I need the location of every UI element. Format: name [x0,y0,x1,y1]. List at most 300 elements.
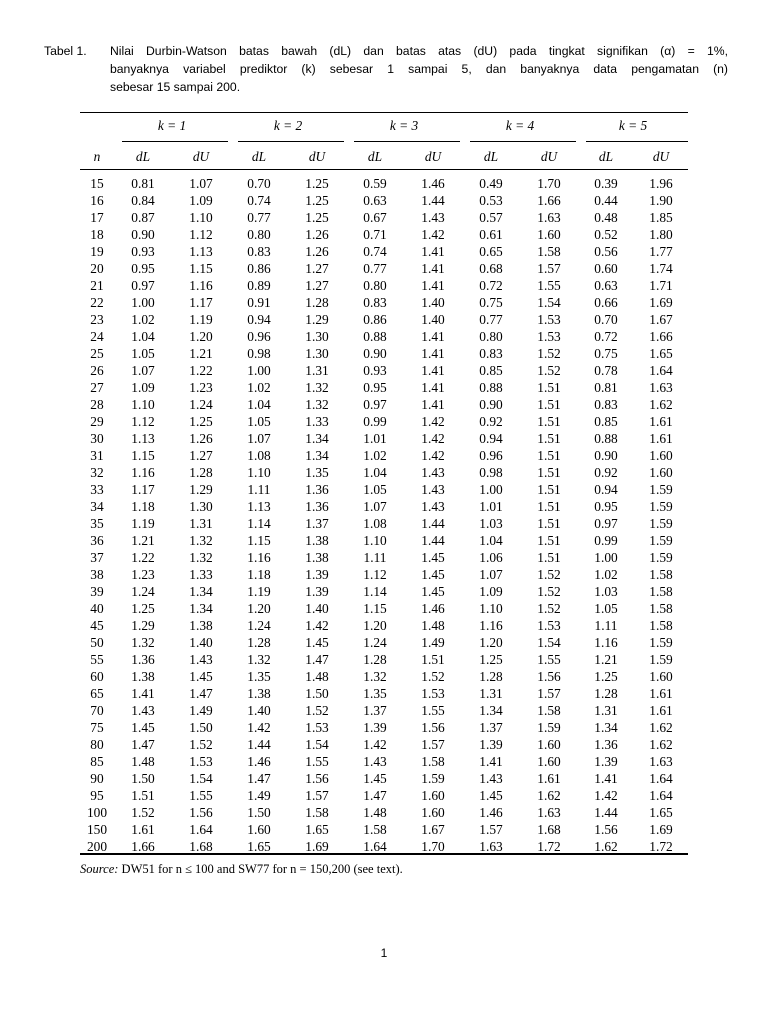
value-cell: 1.44 [421,192,445,208]
value-cell: 1.14 [363,583,387,599]
value-cell: 1.62 [649,719,673,735]
value-cell: 1.34 [305,430,329,446]
value-cell: 1.58 [537,243,561,259]
value-cell: 1.14 [247,515,271,531]
value-cell: 1.51 [537,498,561,514]
value-cell: 1.36 [305,498,329,514]
value-cell: 1.65 [305,821,329,837]
value-cell: 1.72 [537,838,561,854]
value-cell: 1.56 [189,804,213,820]
value-cell: 1.31 [594,702,618,718]
value-cell: 1.34 [594,719,618,735]
table-row [80,413,688,430]
value-cell: 1.15 [131,447,155,463]
du-header: dU [652,149,670,164]
k-header: k = 4 [505,118,535,133]
table-row [80,209,688,226]
value-cell: 0.94 [247,311,271,327]
value-cell: 0.93 [363,362,387,378]
table-row [80,294,688,311]
value-cell: 1.61 [649,685,673,701]
value-cell: 1.61 [649,702,673,718]
value-cell: 1.28 [189,464,213,480]
value-cell: 1.44 [247,736,271,752]
value-cell: 1.53 [537,617,561,633]
value-cell: 1.71 [649,277,673,293]
value-cell: 1.34 [305,447,329,463]
value-cell: 0.77 [363,260,387,276]
value-cell: 1.58 [421,753,445,769]
value-cell: 0.57 [479,209,503,225]
value-cell: 1.45 [421,583,445,599]
value-cell: 1.10 [131,396,155,412]
value-cell: 0.56 [594,243,618,259]
value-cell: 1.61 [537,770,561,786]
value-cell: 1.63 [649,753,673,769]
value-cell: 0.88 [479,379,503,395]
value-cell: 1.25 [594,668,618,684]
table-row [80,787,688,804]
n-cell: 35 [90,515,104,531]
value-cell: 0.86 [247,260,271,276]
value-cell: 1.56 [594,821,618,837]
table-row [80,668,688,685]
value-cell: 0.90 [479,396,503,412]
value-cell: 1.07 [479,566,503,582]
value-cell: 0.63 [363,192,387,208]
value-cell: 1.53 [305,719,329,735]
value-cell: 1.39 [305,583,329,599]
value-cell: 1.70 [537,175,561,191]
value-cell: 1.43 [421,481,445,497]
value-cell: 1.22 [189,362,213,378]
table-row [80,396,688,413]
value-cell: 1.31 [479,685,503,701]
value-cell: 1.02 [594,566,618,582]
value-cell: 1.27 [189,447,213,463]
value-cell: 0.90 [363,345,387,361]
value-cell: 0.52 [594,226,618,242]
value-cell: 1.39 [479,736,503,752]
value-cell: 1.01 [479,498,503,514]
value-cell: 1.13 [247,498,271,514]
value-cell: 1.42 [421,226,445,242]
value-cell: 1.32 [363,668,387,684]
value-cell: 1.38 [305,532,329,548]
table-row [80,243,688,260]
value-cell: 0.80 [479,328,503,344]
value-cell: 1.19 [189,311,213,327]
value-cell: 1.51 [537,481,561,497]
value-cell: 0.83 [247,243,271,259]
value-cell: 1.06 [479,549,503,565]
value-cell: 1.34 [189,600,213,616]
value-cell: 1.22 [131,549,155,565]
value-cell: 0.81 [594,379,618,395]
value-cell: 1.60 [649,668,673,684]
k-header-row [80,113,688,139]
value-cell: 1.24 [131,583,155,599]
n-cell: 100 [86,804,108,820]
value-cell: 0.85 [479,362,503,378]
value-cell: 0.75 [594,345,618,361]
value-cell: 0.91 [247,294,271,310]
value-cell: 1.59 [649,651,673,667]
value-cell: 1.47 [131,736,155,752]
value-cell: 1.39 [305,566,329,582]
value-cell: 1.27 [305,260,329,276]
caption-line-3: sebesar 15 sampai 200. [110,80,241,94]
value-cell: 1.29 [189,481,213,497]
value-cell: 1.55 [537,651,561,667]
value-cell: 1.38 [305,549,329,565]
table-row [80,753,688,770]
n-cell: 25 [90,345,104,361]
value-cell: 0.97 [363,396,387,412]
value-cell: 1.15 [189,260,213,276]
value-cell: 1.54 [189,770,213,786]
value-cell: 1.02 [247,379,271,395]
value-cell: 0.70 [247,175,271,191]
value-cell: 1.66 [131,838,155,854]
value-cell: 1.67 [421,821,445,837]
table-row [80,379,688,396]
table-row [80,719,688,736]
value-cell: 1.44 [421,515,445,531]
value-cell: 1.35 [363,685,387,701]
value-cell: 1.48 [363,804,387,820]
value-cell: 1.32 [305,379,329,395]
n-cell: 36 [90,532,104,548]
value-cell: 1.24 [189,396,213,412]
table-row [80,821,688,838]
table-row [80,804,688,821]
value-cell: 1.63 [649,379,673,395]
value-cell: 1.33 [189,566,213,582]
value-cell: 1.42 [421,430,445,446]
value-cell: 1.13 [131,430,155,446]
value-cell: 1.64 [649,770,673,786]
value-cell: 1.20 [247,600,271,616]
value-cell: 1.67 [649,311,673,327]
n-cell: 15 [90,175,104,191]
value-cell: 1.31 [189,515,213,531]
value-cell: 1.68 [189,838,213,854]
value-cell: 1.41 [131,685,155,701]
value-cell: 1.45 [131,719,155,735]
value-cell: 0.74 [363,243,387,259]
value-cell: 1.51 [537,396,561,412]
dl-header: dL [251,149,267,164]
value-cell: 1.57 [305,787,329,803]
table-row [80,736,688,753]
value-cell: 1.51 [537,532,561,548]
value-cell: 1.12 [131,413,155,429]
value-cell: 1.04 [247,396,271,412]
value-cell: 1.65 [649,804,673,820]
value-cell: 1.04 [479,532,503,548]
value-cell: 1.40 [189,634,213,650]
value-cell: 1.39 [363,719,387,735]
value-cell: 1.32 [305,396,329,412]
value-cell: 1.25 [189,413,213,429]
value-cell: 1.42 [421,413,445,429]
value-cell: 0.77 [247,209,271,225]
value-cell: 1.28 [594,685,618,701]
value-cell: 1.59 [421,770,445,786]
value-cell: 1.20 [479,634,503,650]
n-cell: 37 [90,549,104,565]
value-cell: 1.20 [363,617,387,633]
value-cell: 1.64 [649,787,673,803]
source-label: Source: [80,862,119,876]
value-cell: 1.24 [363,634,387,650]
value-cell: 1.61 [131,821,155,837]
value-cell: 1.18 [247,566,271,582]
table-row [80,362,688,379]
value-cell: 0.81 [131,175,155,191]
value-cell: 0.90 [594,447,618,463]
value-cell: 1.50 [189,719,213,735]
value-cell: 1.27 [305,277,329,293]
value-cell: 1.55 [537,277,561,293]
value-cell: 1.29 [131,617,155,633]
table-row [80,498,688,515]
du-header: dU [424,149,442,164]
value-cell: 1.56 [421,719,445,735]
value-cell: 1.55 [305,753,329,769]
value-cell: 1.15 [247,532,271,548]
value-cell: 1.50 [247,804,271,820]
value-cell: 1.53 [189,753,213,769]
value-cell: 0.83 [479,345,503,361]
n-cell: 33 [90,481,104,497]
value-cell: 1.52 [537,566,561,582]
n-cell: 85 [90,753,104,769]
value-cell: 1.41 [421,362,445,378]
value-cell: 1.16 [189,277,213,293]
page-number: 1 [380,946,388,960]
value-cell: 1.39 [594,753,618,769]
value-cell: 1.42 [363,736,387,752]
value-cell: 1.26 [189,430,213,446]
value-cell: 1.26 [305,226,329,242]
table-row [80,430,688,447]
value-cell: 1.46 [421,600,445,616]
value-cell: 1.59 [649,481,673,497]
value-cell: 1.58 [649,617,673,633]
value-cell: 1.32 [189,532,213,548]
value-cell: 1.85 [649,209,673,225]
value-cell: 0.71 [363,226,387,242]
value-cell: 0.77 [479,311,503,327]
n-cell: 20 [90,260,104,276]
value-cell: 1.49 [247,787,271,803]
value-cell: 1.35 [305,464,329,480]
value-cell: 1.28 [247,634,271,650]
value-cell: 1.57 [479,821,503,837]
value-cell: 1.37 [479,719,503,735]
n-cell: 19 [90,243,104,259]
value-cell: 1.72 [649,838,673,854]
value-cell: 1.47 [363,787,387,803]
value-cell: 1.36 [305,481,329,497]
value-cell: 1.52 [421,668,445,684]
value-cell: 0.80 [363,277,387,293]
value-cell: 1.69 [305,838,329,854]
value-cell: 1.59 [649,532,673,548]
n-cell: 31 [90,447,104,463]
value-cell: 1.55 [421,702,445,718]
value-cell: 0.99 [594,532,618,548]
value-cell: 1.43 [189,651,213,667]
value-cell: 1.51 [537,447,561,463]
value-cell: 1.05 [131,345,155,361]
value-cell: 0.98 [247,345,271,361]
value-cell: 1.05 [247,413,271,429]
value-cell: 0.97 [594,515,618,531]
value-cell: 0.75 [479,294,503,310]
value-cell: 1.55 [189,787,213,803]
value-cell: 1.41 [421,328,445,344]
value-cell: 0.94 [479,430,503,446]
table-row [80,549,688,566]
n-cell: 95 [90,787,104,803]
value-cell: 1.40 [421,294,445,310]
value-cell: 1.32 [189,549,213,565]
n-cell: 50 [90,634,104,650]
table-row [80,481,688,498]
value-cell: 1.31 [305,362,329,378]
value-cell: 1.70 [421,838,445,854]
value-cell: 1.53 [537,311,561,327]
value-cell: 0.39 [594,175,618,191]
value-cell: 1.51 [537,464,561,480]
value-cell: 0.48 [594,209,618,225]
value-cell: 1.30 [305,345,329,361]
value-cell: 1.00 [247,362,271,378]
value-cell: 1.54 [305,736,329,752]
value-cell: 1.42 [594,787,618,803]
value-cell: 1.45 [421,549,445,565]
value-cell: 1.43 [421,464,445,480]
value-cell: 1.51 [537,379,561,395]
value-cell: 1.28 [479,668,503,684]
dl-header: dL [598,149,614,164]
value-cell: 1.29 [305,311,329,327]
value-cell: 1.52 [537,600,561,616]
value-cell: 1.53 [537,328,561,344]
table-row [80,447,688,464]
value-cell: 1.60 [649,447,673,463]
value-cell: 0.53 [479,192,503,208]
table-row [80,464,688,481]
value-cell: 0.83 [594,396,618,412]
value-cell: 1.62 [537,787,561,803]
value-cell: 1.60 [649,464,673,480]
value-cell: 1.63 [537,209,561,225]
value-cell: 1.21 [131,532,155,548]
table-row [80,566,688,583]
n-header: n [93,149,101,164]
value-cell: 1.11 [363,549,387,565]
value-cell: 1.52 [131,804,155,820]
n-cell: 30 [90,430,104,446]
value-cell: 1.08 [363,515,387,531]
n-cell: 17 [90,209,104,225]
value-cell: 0.97 [131,277,155,293]
n-cell: 65 [90,685,104,701]
value-cell: 1.60 [537,736,561,752]
value-cell: 1.11 [594,617,618,633]
value-cell: 1.62 [649,396,673,412]
value-cell: 1.69 [649,821,673,837]
value-cell: 1.10 [189,209,213,225]
value-cell: 1.50 [305,685,329,701]
value-cell: 1.40 [247,702,271,718]
value-cell: 1.41 [421,379,445,395]
value-cell: 1.58 [649,583,673,599]
table-row [80,583,688,600]
value-cell: 0.44 [594,192,618,208]
table-row [80,260,688,277]
value-cell: 1.41 [421,396,445,412]
value-cell: 1.64 [649,362,673,378]
value-cell: 1.09 [131,379,155,395]
n-cell: 200 [86,838,108,854]
caption-line-2: banyaknya variabel prediktor (k) sebesar 1 sampai 5, dan banyaknya data pengamatan (n) [110,62,728,76]
value-cell: 0.98 [479,464,503,480]
value-cell: 1.62 [649,736,673,752]
value-cell: 0.89 [247,277,271,293]
value-cell: 0.49 [479,175,503,191]
value-cell: 1.65 [649,345,673,361]
value-cell: 1.30 [189,498,213,514]
value-cell: 1.26 [305,243,329,259]
value-cell: 0.94 [594,481,618,497]
table-row [80,600,688,617]
value-cell: 1.09 [189,192,213,208]
table-row [80,328,688,345]
table-row [80,345,688,362]
value-cell: 1.18 [131,498,155,514]
n-cell: 16 [90,192,104,208]
n-cell: 28 [90,396,104,412]
value-cell: 1.09 [479,583,503,599]
value-cell: 0.72 [479,277,503,293]
value-cell: 1.37 [305,515,329,531]
value-cell: 1.13 [189,243,213,259]
value-cell: 1.74 [649,260,673,276]
value-cell: 1.25 [479,651,503,667]
value-cell: 1.58 [649,600,673,616]
value-cell: 1.01 [363,430,387,446]
value-cell: 1.16 [131,464,155,480]
value-cell: 1.32 [131,634,155,650]
value-cell: 0.67 [363,209,387,225]
value-cell: 0.83 [363,294,387,310]
value-cell: 1.37 [363,702,387,718]
value-cell: 1.03 [594,583,618,599]
value-cell: 0.87 [131,209,155,225]
value-cell: 0.60 [594,260,618,276]
source-note [80,862,403,877]
value-cell: 1.90 [649,192,673,208]
value-cell: 1.17 [189,294,213,310]
value-cell: 1.45 [363,770,387,786]
n-cell: 80 [90,736,104,752]
table-row [80,770,688,787]
